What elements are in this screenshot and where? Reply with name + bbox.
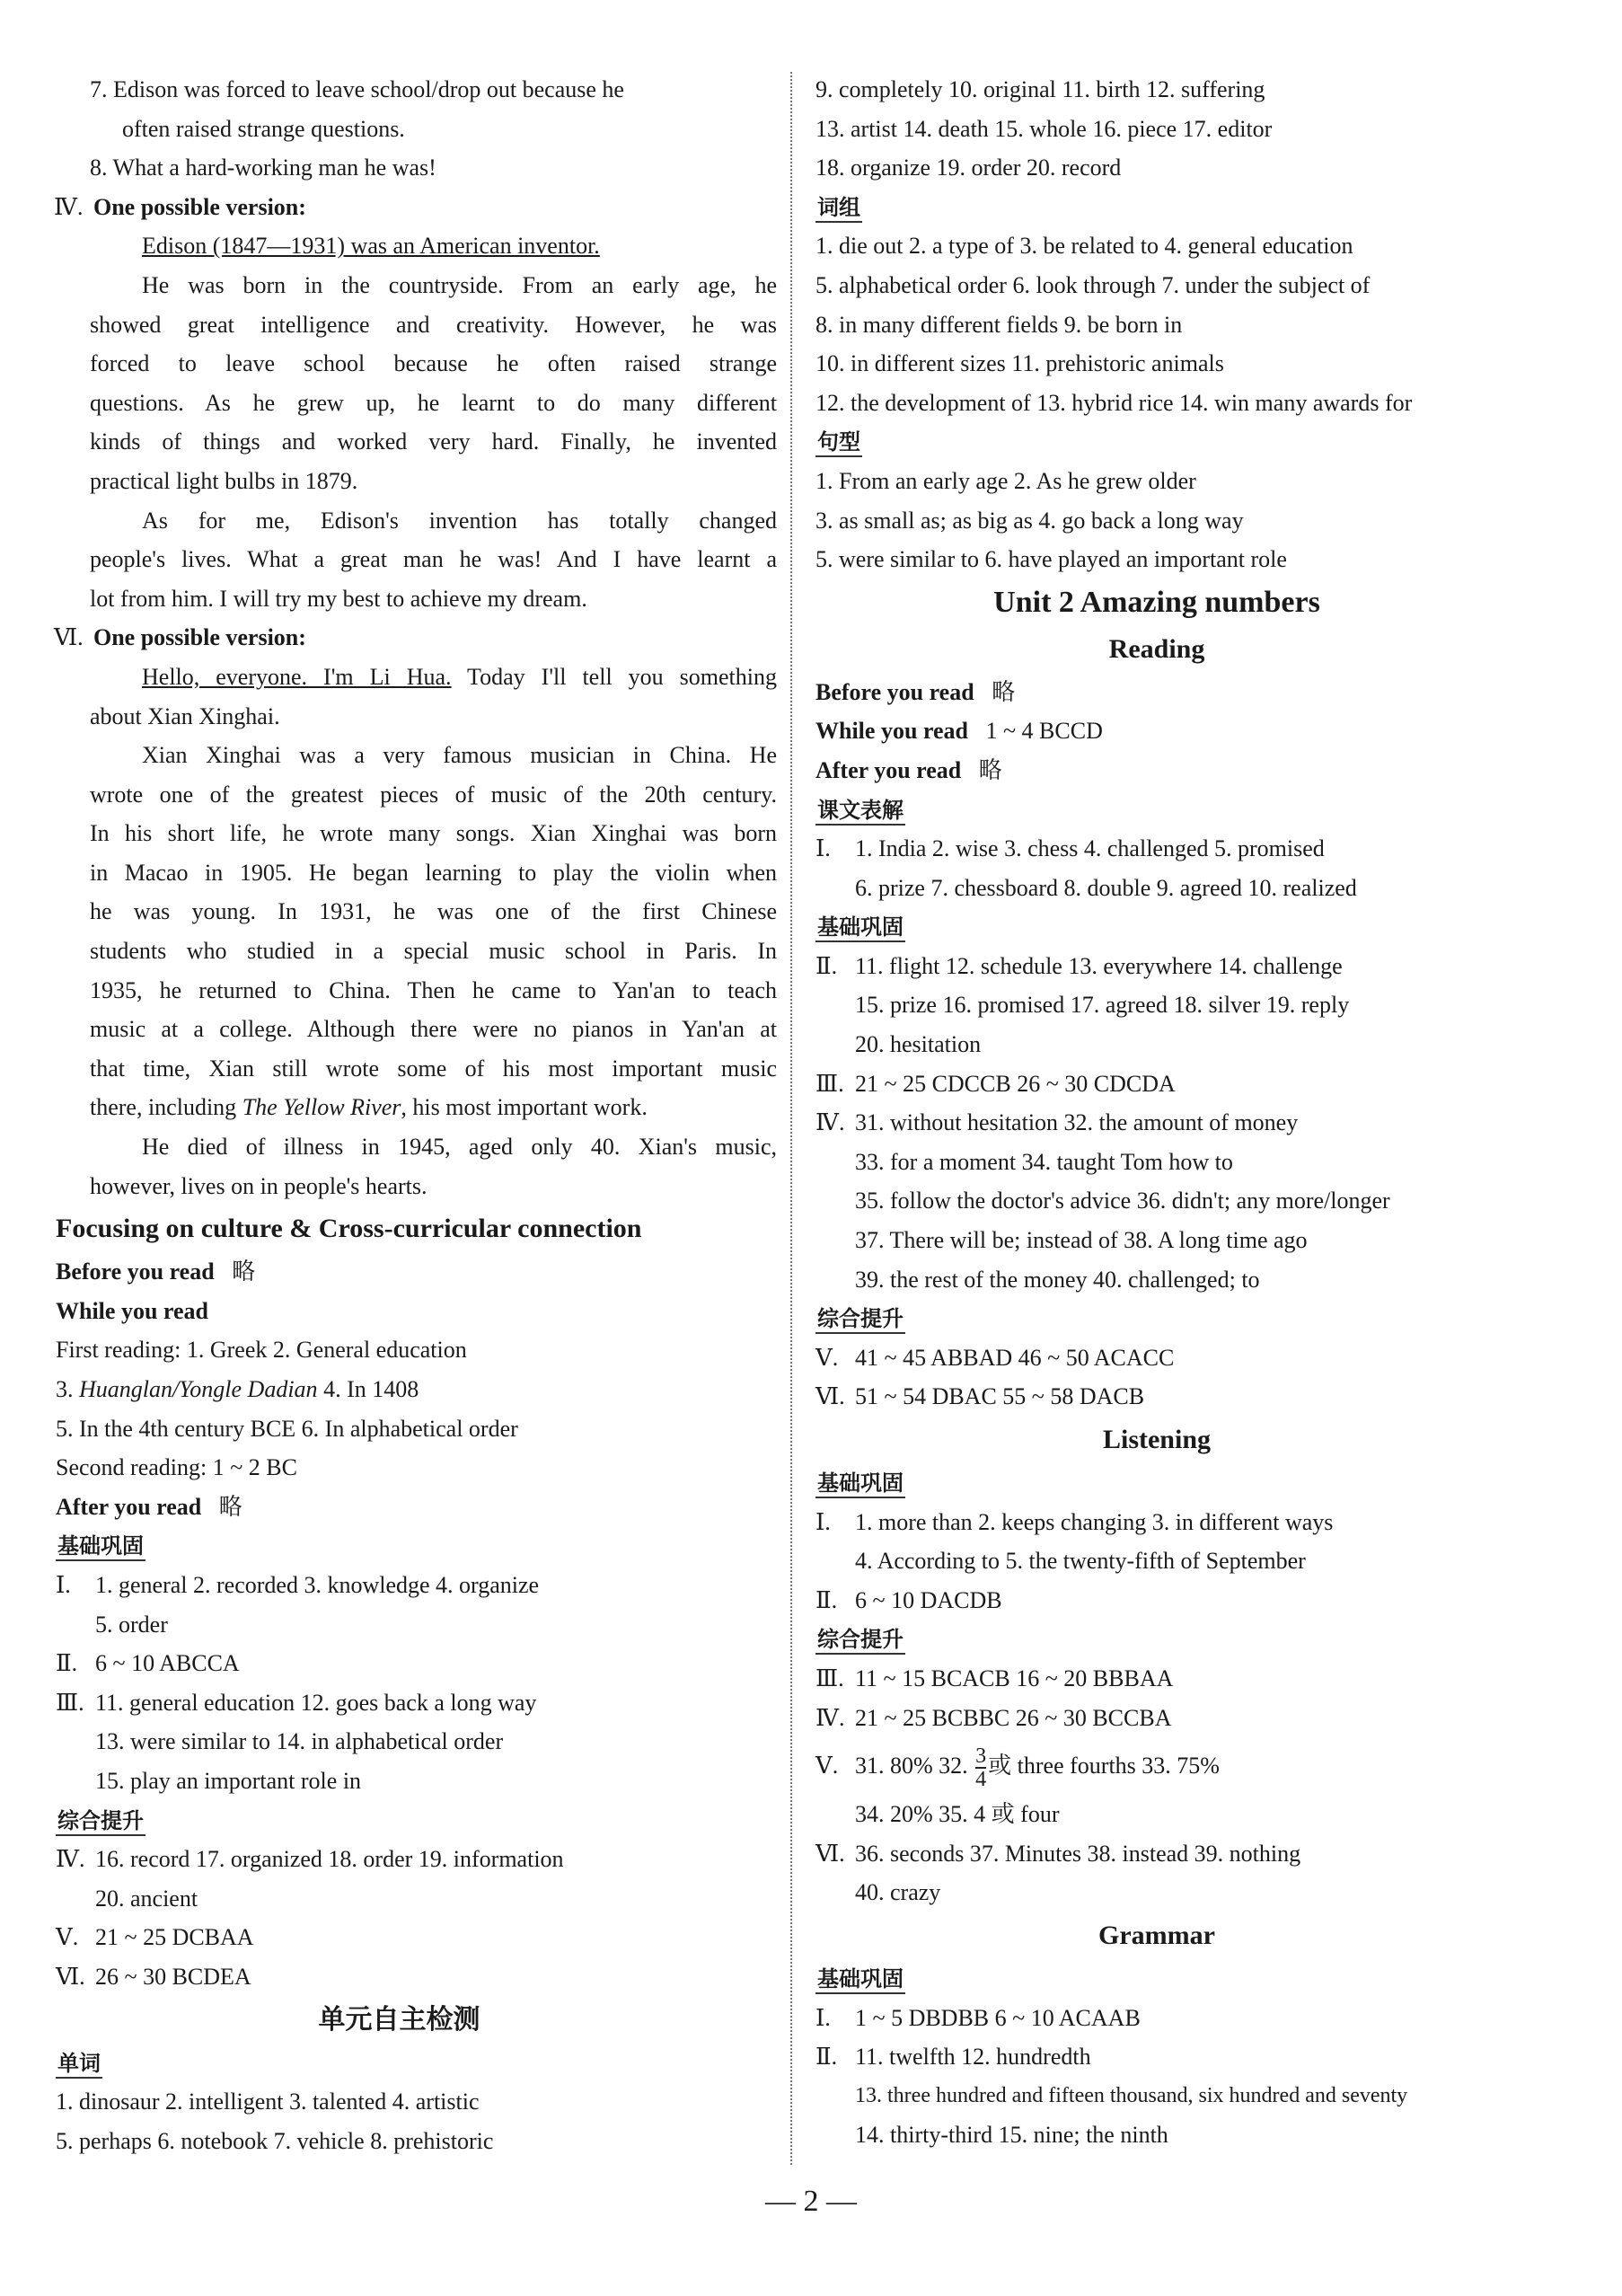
essay-line: As for me, Edison's invention has totally changed: [142, 507, 777, 534]
left-column: [54, 70, 777, 2160]
answer-line: First reading: 1. Greek 2. General education: [56, 1337, 467, 1364]
answer-line: often raised strange questions.: [122, 115, 405, 142]
tag-basic: 基础巩固: [56, 1526, 777, 1566]
reading-heading: Reading: [1108, 633, 1205, 664]
exercise-line: 40. crazy: [855, 1879, 941, 1906]
exercise-line: 13. were similar to 14. in alphabetical order: [95, 1728, 504, 1755]
essay-line: lot from him. I will try my best to achieve my dream.: [90, 585, 587, 612]
exercise-line: Ⅵ. 51 ~ 54 DBAC 55 ~ 58 DACB: [815, 1383, 1145, 1410]
exercise-line: Ⅲ. 11. general education 12. goes back a long way: [56, 1689, 537, 1716]
tag-basic: 基础巩固: [815, 1959, 1498, 1999]
essay-line: students who studied in a special music school in Paris. In: [90, 938, 777, 965]
tag-advanced: 综合提升: [815, 1620, 1498, 1659]
essay-line: he was young. In 1931, he was one of the first Chinese: [90, 898, 777, 925]
exercise-line: 4. According to 5. the twenty-fifth of September: [855, 1548, 1306, 1575]
answer-line: 18. organize 19. order 20. record: [815, 155, 1122, 181]
section-4-heading: Ⅳ. One possible version:: [54, 193, 306, 220]
essay-line: practical light bulbs in 1879.: [90, 467, 358, 494]
answer-line: 7. Edison was forced to leave school/drop out because he: [90, 76, 624, 102]
answer-line: 5. In the 4th century BCE 6. In alphabetical order: [56, 1415, 518, 1442]
exercise-line: Ⅰ. 1 ~ 5 DBDBB 6 ~ 10 ACAAB: [815, 2004, 1141, 2031]
exercise-line: Ⅴ. 41 ~ 45 ABBAD 46 ~ 50 ACACC: [815, 1344, 1175, 1371]
essay-line: kinds of things and worked very hard. Finally, he invented: [90, 428, 777, 455]
essay-line: about Xian Xinghai.: [90, 702, 280, 729]
answer-line: 1. die out 2. a type of 3. be related to 4. general education: [815, 233, 1353, 260]
exercise-line: 13. three hundred and fifteen thousand, six hundred and seventy: [855, 2083, 1408, 2107]
exercise-line: Ⅱ. 11. flight 12. schedule 13. everywhere 14. challenge: [815, 952, 1343, 979]
essay-line: that time, Xian still wrote some of his most important music: [90, 1055, 777, 1082]
exercise-line: Ⅲ. 11 ~ 15 BCACB 16 ~ 20 BBBAA: [815, 1665, 1174, 1691]
answer-line: 3. as small as; as big as 4. go back a long way: [815, 507, 1244, 534]
answer-line: 1. From an early age 2. As he grew older: [815, 467, 1196, 494]
right-column: [815, 70, 1498, 2155]
essay-line: however, lives on in people's hearts.: [90, 1172, 428, 1199]
exercise-line: 15. play an important role in: [95, 1767, 362, 1794]
grammar-heading: Grammar: [1098, 1920, 1215, 1950]
exercise-line: Ⅰ. 1. more than 2. keeps changing 3. in different ways: [815, 1508, 1334, 1535]
exercise-line: 35. follow the doctor's advice 36. didn't; any more/longer: [855, 1188, 1390, 1214]
answer-line: 5. were similar to 6. have played an important role: [815, 546, 1287, 573]
tag-basic: 基础巩固: [815, 907, 1498, 947]
unit-title: Unit 2 Amazing numbers: [993, 585, 1320, 619]
exercise-line: Ⅵ. 36. seconds 37. Minutes 38. instead 39. nothing: [815, 1840, 1301, 1867]
exercise-line: 20. ancient: [95, 1885, 198, 1912]
tag-phrases: 词组: [815, 188, 1498, 227]
essay-line: in Macao in 1905. He began learning to play the violin when: [90, 859, 777, 886]
exercise-line: Ⅴ. 21 ~ 25 DCBAA: [56, 1924, 254, 1951]
tag-advanced: 综合提升: [56, 1801, 777, 1841]
answer-line: 5. alphabetical order 6. look through 7. under the subject of: [815, 271, 1371, 298]
essay-line: Xian Xinghai was a very famous musician in China. He: [142, 742, 777, 769]
while-you-read: While you read 1 ~ 4 BCCD: [815, 718, 1103, 745]
essay-line: music at a college. Although there were no pianos in Yan'an at: [90, 1016, 777, 1043]
focus-heading: Focusing on culture & Cross-curricular connection: [56, 1214, 642, 1244]
exercise-line: Ⅲ. 21 ~ 25 CDCCB 26 ~ 30 CDCDA: [815, 1070, 1176, 1097]
after-you-read: After you read 略: [56, 1493, 242, 1520]
tag-sentences: 句型: [815, 422, 1498, 462]
exercise-line: Ⅳ. 21 ~ 25 BCBBC 26 ~ 30 BCCBA: [815, 1704, 1172, 1731]
answer-line: 5. perhaps 6. notebook 7. vehicle 8. prehistoric: [56, 2127, 494, 2154]
after-you-read: After you read 略: [815, 756, 1002, 783]
answer-line: 10. in different sizes 11. prehistoric animals: [815, 350, 1224, 377]
essay-title-line: Edison (1847—1931) was an American inventor.: [142, 233, 600, 260]
exercise-line: 5. order: [95, 1611, 168, 1638]
answer-line: 8. in many different fields 9. be born in: [815, 311, 1183, 338]
answer-line: 9. completely 10. original 11. birth 12. suffering: [815, 76, 1265, 102]
section-6-heading: Ⅵ. One possible version:: [54, 624, 306, 651]
exercise-line: 37. There will be; instead of 38. A long time ago: [855, 1227, 1308, 1254]
tag-basic: 基础巩固: [815, 1463, 1498, 1503]
exercise-line: Ⅱ. 6 ~ 10 ABCCA: [56, 1650, 240, 1677]
essay-line: He died of illness in 1945, aged only 40. Xian's music,: [142, 1134, 777, 1161]
essay-line: showed great intelligence and creativity. However, he was: [90, 311, 777, 338]
exercise-line: Ⅵ. 26 ~ 30 BCDEA: [56, 1963, 251, 1990]
essay-line: forced to leave school because he often raised strange: [90, 350, 777, 377]
exercise-line: Ⅳ. 31. without hesitation 32. the amount of money: [815, 1109, 1299, 1136]
essay-line: there, including The Yellow River, his most important work.: [90, 1094, 648, 1121]
before-you-read: Before you read 略: [56, 1258, 256, 1285]
exercise-line: Ⅰ. 1. India 2. wise 3. chess 4. challenged 5. promised: [815, 835, 1325, 862]
essay-line: 1935, he returned to China. Then he came to Yan'an to teach: [90, 976, 777, 1003]
essay-line: wrote one of the greatest pieces of music of the 20th century.: [90, 781, 777, 808]
essay-line: In his short life, he wrote many songs. Xian Xinghai was born: [90, 820, 777, 847]
essay-line: questions. As he grew up, he learnt to do many different: [90, 389, 777, 416]
exercise-line: 20. hesitation: [855, 1031, 982, 1058]
essay-line: He was born in the countryside. From an early age, he: [142, 271, 777, 298]
fraction: $\frac{3}{4}$: [975, 1744, 987, 1792]
tag-text-table: 课文表解: [815, 790, 1498, 830]
exercise-line: 34. 20% 35. 4 或 four: [855, 1801, 1060, 1828]
column-divider: [790, 72, 792, 2165]
before-you-read: Before you read 略: [815, 678, 1016, 705]
exercise-line: 15. prize 16. promised 17. agreed 18. silver 19. reply: [855, 992, 1350, 1019]
exercise-line: 39. the rest of the money 40. challenged; to: [855, 1266, 1260, 1293]
answer-line: Second reading: 1 ~ 2 BC: [56, 1454, 297, 1481]
listening-heading: Listening: [1102, 1425, 1212, 1454]
exercise-line: 33. for a moment 34. taught Tom how to: [855, 1148, 1233, 1175]
exercise-line: Ⅰ. 1. general 2. recorded 3. knowledge 4. organize: [56, 1571, 540, 1598]
essay-line: Hello, everyone. I'm Li Hua. Today I'll tell you something: [142, 663, 777, 690]
exercise-line: 14. thirty-third 15. nine; the ninth: [855, 2122, 1168, 2149]
selftest-heading: 单元自主检测: [318, 2004, 480, 2035]
answer-line: 12. the development of 13. hybrid rice 14. win many awards for: [815, 389, 1413, 416]
exercise-line: Ⅱ. 6 ~ 10 DACDB: [815, 1586, 1002, 1613]
essay-line: people's lives. What a great man he was! And I have learnt a: [90, 546, 777, 573]
answer-line: 1. dinosaur 2. intelligent 3. talented 4. artistic: [56, 2088, 480, 2115]
answer-line: 3. Huanglan/Yongle Dadian 4. In 1408: [56, 1376, 419, 1402]
tag-words: 单词: [56, 2044, 777, 2083]
while-you-read: While you read: [56, 1297, 208, 1324]
exercise-line: Ⅴ. 31. 80% 32. $\frac{3}{4}$ 或 three fourths 33. 75%: [815, 1744, 1220, 1792]
page-number: — 2 —: [765, 2185, 857, 2218]
exercise-line: Ⅳ. 16. record 17. organized 18. order 19. information: [56, 1846, 564, 1873]
exercise-line: 6. prize 7. chessboard 8. double 9. agreed 10. realized: [855, 874, 1357, 901]
tag-advanced: 综合提升: [815, 1299, 1498, 1338]
answer-line: 13. artist 14. death 15. whole 16. piece 17. editor: [815, 115, 1273, 142]
answer-line: 8. What a hard-working man he was!: [90, 155, 436, 181]
exercise-line: Ⅱ. 11. twelfth 12. hundredth: [815, 2044, 1091, 2071]
